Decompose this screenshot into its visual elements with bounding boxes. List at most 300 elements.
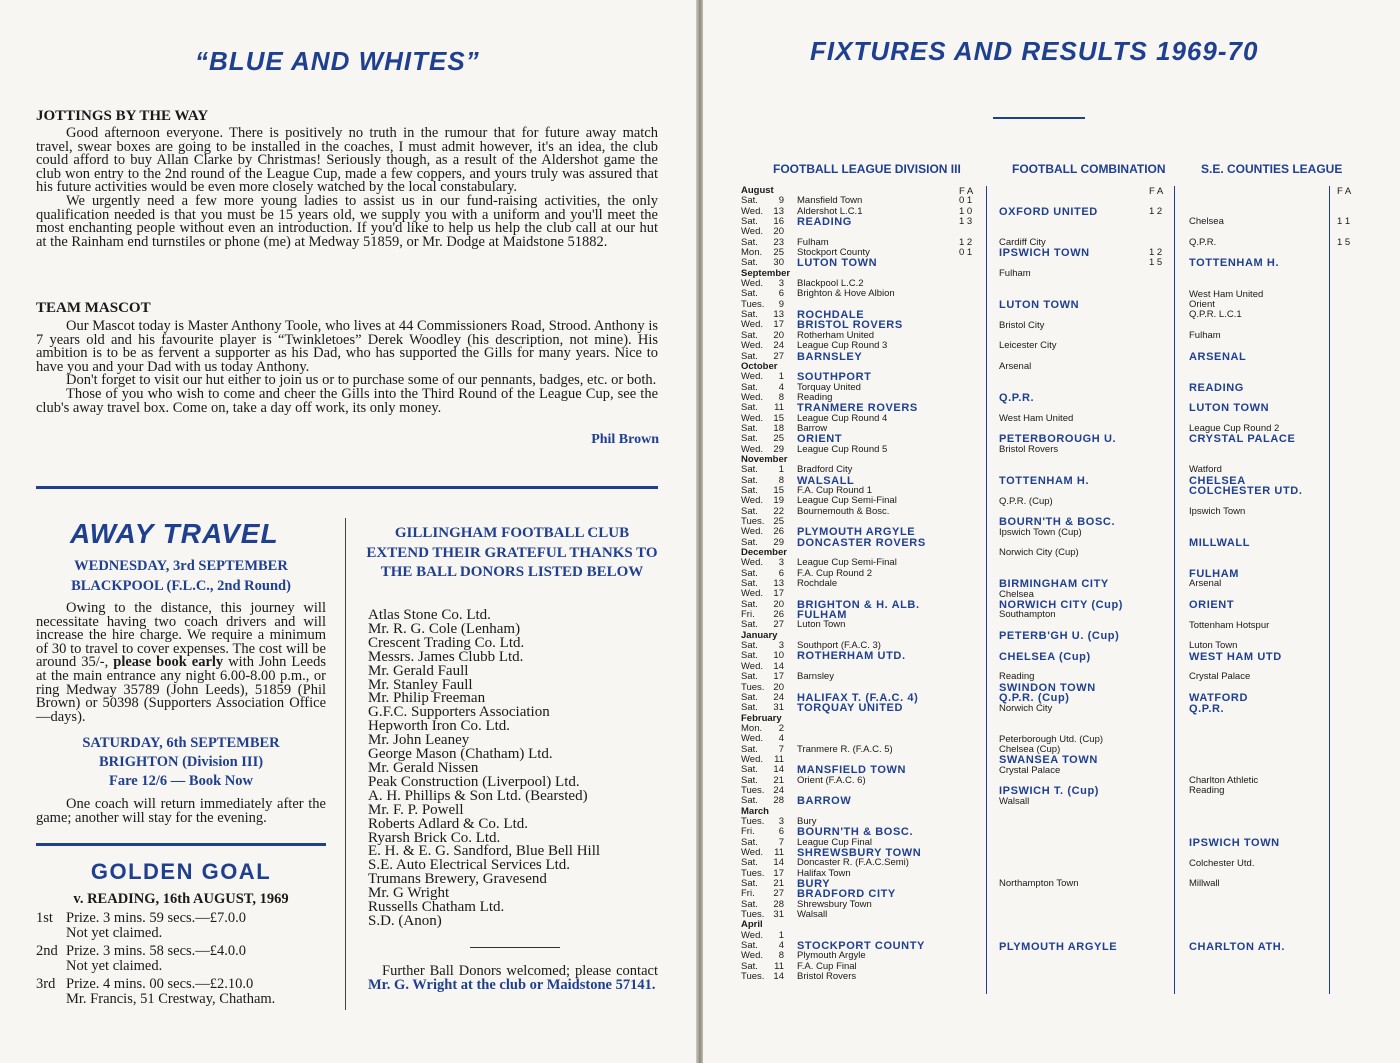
month-heading: November — [741, 453, 788, 465]
donor-item: Peak Construction (Liverpool) Ltd. — [368, 773, 580, 790]
fixture-day: Tues. — [741, 815, 765, 827]
fixture-day: Sat. — [741, 836, 758, 848]
away-opponent: F.A. Cup Round 1 — [797, 484, 872, 496]
home-opponent: PETERB'GH U. (Cup) — [999, 630, 1120, 643]
home-opponent: HALIFAX T. (F.A.C. 4) — [797, 691, 919, 704]
away-opponent: Reading — [797, 391, 833, 403]
away-opponent: Q.P.R. — [1189, 236, 1217, 248]
home-opponent: TRANMERE ROVERS — [797, 402, 918, 415]
fixture-date: 9 — [778, 195, 784, 207]
donors-list — [368, 609, 668, 929]
fixture-day: Sat. — [741, 940, 758, 952]
fixture-day: Sat. — [741, 505, 758, 517]
fixture-day: Wed. — [741, 950, 764, 962]
fixture-date: 10 — [773, 650, 784, 662]
home-opponent: SWINDON TOWN — [999, 681, 1096, 694]
fixture-date: 14 — [773, 764, 784, 776]
home-opponent: PLYMOUTH ARGYLE — [797, 526, 916, 539]
fixture-day: Wed. — [741, 205, 764, 217]
away-match-1: BLACKPOOL (F.L.C., 2nd Round) — [71, 578, 291, 594]
away-opponent: Mansfield Town — [797, 195, 863, 207]
fixture-date: 25 — [773, 247, 784, 259]
fixture-day: Sat. — [741, 650, 758, 662]
fixture-day: Tues. — [741, 867, 765, 879]
home-opponent: ORIENT — [797, 433, 843, 446]
score: 1 2 — [1149, 247, 1163, 259]
month-heading: December — [741, 547, 787, 559]
fixture-day: Wed. — [741, 340, 764, 352]
away-opponent: Barrow — [797, 422, 828, 434]
away-opponent: Orient — [1189, 298, 1215, 310]
fixture-day: Sat. — [741, 464, 758, 476]
donor-item: Mr. G Wright — [368, 885, 450, 902]
away-opponent: Bradford City — [797, 464, 853, 476]
month-heading: October — [741, 360, 778, 372]
fixture-row — [741, 703, 981, 713]
away-opponent: Fulham — [999, 267, 1031, 279]
golden-goal-title: GOLDEN GOAL — [90, 859, 272, 884]
fixture-day: Wed. — [741, 847, 764, 858]
away-opponent: Norwich City — [999, 702, 1053, 714]
fixture-day: Wed. — [741, 226, 764, 238]
score: 1 5 — [1149, 257, 1163, 269]
donors-heading: GILLINGHAM FOOTBALL CLUB EXTEND THEIR GRATEFUL THANKS TO THE BALL DONORS LISTED BELOW — [366, 525, 658, 580]
score: 1 0 — [959, 205, 973, 217]
away-opponent: Q.P.R. (Cup) — [999, 495, 1053, 507]
home-opponent: CRYSTAL PALACE — [1189, 433, 1296, 446]
fixture-day: Tues. — [741, 516, 765, 527]
away-fare: Fare 12/6 — Book Now — [109, 773, 253, 789]
fixture-day: Sat. — [741, 474, 758, 486]
fixture-date: 7 — [778, 743, 784, 755]
fixture-date: 17 — [773, 867, 784, 879]
fixture-row — [741, 734, 981, 744]
home-opponent: FULHAM — [1189, 567, 1240, 580]
fixture-date: 28 — [773, 898, 784, 910]
donor-item: Mr. Gerald Nissen — [368, 759, 479, 776]
fixture-date: 26 — [773, 609, 784, 621]
fixture-day: Sat. — [741, 702, 758, 714]
home-opponent: WALSALL — [797, 474, 855, 487]
away-date-2: SATURDAY, 6th SEPTEMBER — [82, 735, 280, 751]
fixture-row — [741, 724, 981, 734]
donor-item: Mr. Philip Freeman — [368, 690, 486, 707]
home-opponent: BURY — [797, 878, 831, 891]
away-opponent: West Ham United — [999, 412, 1074, 424]
fixture-day: Tues. — [741, 909, 765, 921]
away-opponent: Doncaster R. (F.A.C.Semi) — [797, 857, 909, 869]
away-opponent: Rochdale — [797, 578, 838, 590]
fixture-day: Sat. — [741, 640, 758, 652]
fixture-date: 11 — [774, 847, 784, 858]
away-opponent: Walsall — [999, 795, 1030, 807]
fixture-date: 3 — [778, 640, 784, 652]
fixture-date: 6 — [778, 288, 784, 300]
away-opponent: Luton Town — [797, 619, 846, 631]
fixture-day: Wed. — [741, 929, 764, 941]
away-body-a: Owing to the distance, this journey will necessitate having two coach drivers and will increase the hire charge. We require a minimum of 30 to travel to cover expenses. The cost will be around 35/-, — [36, 600, 326, 671]
away-opponent: Rotherham United — [797, 329, 875, 341]
prize-entry — [36, 944, 326, 973]
home-opponent: CHARLTON ATH. — [1189, 940, 1285, 953]
away-opponent: Charlton Athletic — [1189, 774, 1259, 786]
divider — [36, 486, 658, 489]
donor-item: Ryarsh Brick Co. Ltd. — [368, 829, 501, 846]
fixture-date: 17 — [773, 319, 784, 331]
fixture-day: Fri. — [741, 888, 755, 900]
fixture-date: 1 — [778, 464, 784, 476]
fixture-day: Sat. — [741, 309, 758, 321]
prize-entry — [36, 911, 326, 940]
away-opponent: F.A. Cup Final — [797, 960, 857, 972]
fixture-day: Mon. — [741, 247, 763, 259]
home-opponent: DONCASTER ROVERS — [797, 536, 926, 549]
away-opponent: Blackpool L.C.2 — [797, 278, 864, 290]
fixture-day: Sat. — [741, 350, 758, 362]
prize-text: Prize. 4 mins. 00 secs.—£2.10.0 — [66, 976, 254, 992]
fixture-date: 25 — [773, 516, 784, 527]
fixture-date: 24 — [773, 784, 784, 796]
fixture-date: 28 — [773, 795, 784, 807]
away-opponent: F.A. Cup Round 2 — [797, 567, 872, 579]
league-fixtures — [741, 186, 981, 982]
fixture-day: Sat. — [741, 598, 758, 610]
away-travel-title: AWAY TRAVEL — [70, 518, 279, 549]
fixture-day: Wed. — [741, 557, 764, 569]
away-opponent: Bury — [797, 815, 817, 827]
home-opponent: Q.P.R. (Cup) — [999, 692, 1070, 705]
away-opponent: Norwich City (Cup) — [999, 547, 1079, 559]
fa-label: F A — [1149, 186, 1164, 197]
score: 0 1 — [959, 247, 973, 259]
home-opponent: READING — [797, 216, 852, 229]
donor-item: Mr. R. G. Cole (Lenham) — [368, 620, 521, 637]
fixture-row — [741, 372, 981, 382]
score: 1 5 — [1337, 236, 1351, 248]
month-heading: March — [741, 805, 769, 817]
home-opponent: BOURN'TH & BOSC. — [999, 516, 1116, 529]
fixture-day: Wed. — [741, 526, 764, 538]
fixture-row — [741, 341, 981, 351]
fixture-date: 20 — [773, 598, 784, 610]
home-opponent: SOUTHPORT — [797, 371, 872, 384]
away-opponent: Aldershot L.C.1 — [797, 205, 863, 217]
fixture-row — [741, 383, 981, 393]
away-opponent: Arsenal — [1189, 578, 1222, 590]
home-opponent: TORQUAY UNITED — [797, 702, 903, 715]
fixture-date: 27 — [773, 619, 784, 631]
prize-label: 3rd — [36, 976, 56, 992]
column-divider — [345, 518, 346, 1010]
donor-item: Mr. John Leaney — [368, 732, 470, 749]
fixture-day: Sat. — [741, 433, 758, 445]
fixture-row — [741, 910, 981, 920]
away-opponent: Colchester Utd. — [1189, 857, 1255, 869]
fixture-day: Sat. — [741, 216, 758, 228]
fixture-date: 20 — [773, 226, 784, 238]
away-body — [36, 602, 326, 724]
away-opponent: Fulham — [1189, 329, 1221, 341]
away-opponent: Chelsea — [999, 588, 1034, 600]
fixture-date: 2 — [778, 722, 784, 734]
fixture-day: Sat. — [741, 764, 758, 776]
fixture-date: 1 — [778, 929, 784, 941]
fixture-date: 3 — [778, 557, 784, 569]
away-opponent: League Cup Semi-Final — [797, 557, 897, 569]
fixture-date: 20 — [773, 329, 784, 341]
fixture-date: 4 — [778, 733, 784, 745]
jottings-paragraph: Good afternoon everyone. There is positively no truth in the rumour that for future away match travel, swear boxes are going to be installed in the coaches, I must admit however, it's an idea, the club could afford to buy Allan Clarke by Christmas! Seriously though, as a result of the Aldershot game the club won entry to the 2nd round of the League Cup, made a few coppers, and yours truly was assured that his future activities would be even more closely watched by the local constabulary. — [36, 125, 658, 196]
home-opponent: BARROW — [797, 795, 852, 808]
fixture-day: Wed. — [741, 443, 764, 455]
donor-item: E. H. & E. G. Sandford, Blue Bell Hill — [368, 843, 601, 860]
home-opponent: IPSWICH TOWN — [999, 247, 1090, 260]
fixture-date: 15 — [773, 412, 784, 424]
fixture-date: 17 — [773, 671, 784, 683]
fixture-date: 9 — [778, 298, 784, 310]
home-opponent: MANSFIELD TOWN — [797, 764, 907, 777]
fixture-day: Wed. — [741, 391, 764, 403]
prize-label: 1st — [36, 910, 53, 926]
home-opponent: WATFORD — [1189, 692, 1248, 705]
fixture-day: Wed. — [741, 733, 764, 745]
counties-column-heading: S.E. COUNTIES LEAGUE — [1201, 162, 1343, 176]
fixture-date: 13 — [773, 578, 784, 590]
month-heading: August — [741, 185, 774, 196]
donor-item: S.D. (Anon) — [368, 912, 442, 929]
fixture-day: Wed. — [741, 278, 764, 290]
fixture-date: 20 — [773, 681, 784, 693]
page-title: “BLUE AND WHITES” — [195, 46, 480, 76]
away-opponent: Northampton Town — [999, 878, 1079, 890]
home-opponent: PLYMOUTH ARGYLE — [999, 940, 1118, 953]
fixture-row — [741, 972, 981, 982]
fixture-day: Tues. — [741, 784, 765, 796]
away-opponent: Southport (F.A.C. 3) — [797, 640, 881, 652]
fixture-date: 14 — [773, 857, 784, 869]
prize-status: Mr. Francis, 51 Crestway, Chatham. — [66, 990, 276, 1007]
column-divider — [986, 186, 987, 994]
column-divider — [1174, 186, 1175, 994]
mascot-paragraph: Don't forget to visit our hut either to join us or to purchase some of our pennants, badges, etc. or both. — [66, 372, 657, 389]
home-opponent: BRADFORD CITY — [797, 888, 896, 901]
away-note — [36, 798, 326, 825]
home-opponent: ARSENAL — [1189, 350, 1247, 363]
donor-item: Russells Chatham Ltd. — [368, 899, 505, 916]
fixture-date: 11 — [774, 753, 784, 765]
donors-footer — [368, 965, 658, 992]
away-opponent: League Cup Round 4 — [797, 412, 888, 424]
fixture-date: 14 — [773, 660, 784, 672]
fa-label: F A — [1337, 186, 1352, 197]
fixture-row — [741, 403, 981, 413]
month-heading: January — [741, 629, 778, 641]
fixture-day: Sat. — [741, 402, 758, 414]
fixture-date: 26 — [773, 526, 784, 538]
donor-item: Atlas Stone Co. Ltd. — [368, 607, 491, 623]
away-opponent: Reading — [999, 671, 1035, 683]
fixture-day: Wed. — [741, 660, 764, 672]
donor-item: G.F.C. Supporters Association — [368, 704, 550, 721]
month-heading: April — [741, 919, 763, 931]
fixture-date: 8 — [778, 474, 784, 486]
score: 1 2 — [1149, 205, 1163, 217]
donors-footer-a: Further Ball Donors welcomed; please contact — [382, 963, 658, 979]
home-opponent: LUTON TOWN — [1189, 402, 1270, 415]
fixture-day: Sat. — [741, 195, 758, 207]
away-opponent: Ipswich Town (Cup) — [999, 526, 1082, 538]
fixture-day: Sat. — [741, 236, 758, 248]
away-opponent: West Ham United — [1189, 288, 1264, 300]
fixture-date: 29 — [773, 536, 784, 548]
away-opponent: Plymouth Argyle — [797, 950, 866, 962]
away-opponent: Q.P.R. L.C.1 — [1189, 309, 1242, 321]
fixture-day: Sat. — [741, 578, 758, 590]
fixture-date: 14 — [773, 971, 784, 983]
away-note-text: One coach will return immediately after the game; another will stay for the evening. — [36, 796, 326, 826]
away-opponent: League Cup Round 3 — [797, 340, 888, 352]
donor-item: A. H. Phillips & Son Ltd. (Bearsted) — [368, 787, 588, 804]
fixture-date: 15 — [773, 484, 784, 496]
away-opponent: Stockport County — [797, 247, 870, 259]
home-opponent: MILLWALL — [1189, 536, 1251, 549]
home-opponent: ORIENT — [1189, 599, 1235, 611]
fixture-day: Wed. — [741, 319, 764, 331]
mascot-text — [36, 320, 658, 415]
away-opponent: Watford — [1189, 464, 1222, 476]
fixture-day: Sat. — [741, 257, 758, 269]
fixture-date: 27 — [773, 350, 784, 362]
home-opponent: BRISTOL ROVERS — [797, 319, 903, 332]
home-opponent: NORWICH CITY (Cup) — [999, 599, 1124, 611]
away-opponent: Peterborough Utd. (Cup) — [999, 733, 1104, 745]
league-column-heading: FOOTBALL LEAGUE DIVISION III — [773, 162, 961, 176]
fixture-date: 4 — [778, 940, 784, 952]
fixture-day: Sat. — [741, 329, 758, 341]
fixture-day: Wed. — [741, 371, 764, 383]
fixture-day: Sat. — [741, 691, 758, 703]
fixture-day: Sat. — [741, 619, 758, 631]
fixture-day: Sat. — [741, 484, 758, 496]
away-opponent: Crystal Palace — [1189, 671, 1251, 683]
fixture-date: 13 — [773, 309, 784, 321]
mascot-paragraph: Our Mascot today is Master Anthony Toole, who lives at 44 Commissioners Road, Strood. Anthony is 7 years old and his favourite player is “Twinkletoes” Derek Woodley (his description, not mine). His ambition is to be as fervent a supporter as his Dad, who has supported the Gills for many years. Nice to have you and your Dad with us today Anthony. — [36, 318, 658, 375]
combination-column-heading: FOOTBALL COMBINATION — [1012, 162, 1166, 176]
fixtures-title: FIXTURES AND RESULTS 1969-70 — [810, 36, 1259, 66]
fixture-day: Sat. — [741, 857, 758, 869]
donor-item: Trumans Brewery, Gravesend — [368, 871, 547, 888]
prize-status: Not yet claimed. — [66, 957, 163, 974]
fixture-date: 30 — [773, 257, 784, 269]
fixture-day: Wed. — [741, 753, 764, 765]
home-opponent: TOTTENHAM H. — [999, 474, 1090, 487]
away-opponent: League Cup Round 5 — [797, 443, 888, 455]
fixture-day: Sat. — [741, 381, 758, 393]
fixture-date: 3 — [778, 815, 784, 827]
donor-item: George Mason (Chatham) Ltd. — [368, 746, 553, 763]
fixture-row — [741, 672, 981, 682]
fixture-day: Sat. — [741, 960, 758, 972]
fixture-row — [741, 620, 981, 630]
fixture-date: 8 — [778, 391, 784, 403]
donor-item: Hepworth Iron Co. Ltd. — [368, 718, 511, 735]
mascot-paragraph: Those of you who wish to come and cheer the Gills into the Third Round of the League Cup, see the club's away travel box. Come on, take a day off work, its only money. — [36, 385, 658, 416]
home-opponent: IPSWICH TOWN — [1189, 837, 1280, 850]
away-opponent: Millwall — [1189, 878, 1220, 890]
month-heading: September — [741, 267, 791, 279]
fixture-date: 21 — [773, 878, 784, 890]
fixture-row — [741, 352, 981, 362]
prize-label: 2nd — [36, 943, 58, 959]
fixture-date: 4 — [778, 381, 784, 393]
score: 1 3 — [959, 216, 973, 228]
fixture-row — [741, 289, 981, 299]
home-opponent: ROTHERHAM UTD. — [797, 650, 906, 663]
fixture-day: Sat. — [741, 743, 758, 755]
away-opponent: League Cup Round 2 — [1189, 423, 1280, 435]
fixture-row — [741, 796, 981, 806]
fixture-day: Tues. — [741, 971, 765, 983]
score: 0 1 — [959, 195, 973, 207]
prize-text: Prize. 3 mins. 58 secs.—£4.0.0 — [66, 943, 247, 959]
fixture-date: 25 — [773, 433, 784, 445]
signature: Phil Brown — [591, 432, 659, 447]
home-opponent: FULHAM — [797, 609, 848, 622]
away-opponent: Fulham — [797, 236, 829, 248]
fixture-day: Sat. — [741, 536, 758, 548]
home-opponent: CHELSEA (Cup) — [999, 650, 1091, 663]
away-opponent: Orient (F.A.C. 6) — [797, 774, 866, 786]
home-opponent: PETERBOROUGH U. — [999, 433, 1117, 446]
golden-goal-subtitle: v. READING, 16th AUGUST, 1969 — [73, 891, 289, 907]
away-opponent: League Cup Semi-Final — [797, 495, 897, 507]
prize-status: Not yet claimed. — [66, 924, 163, 941]
donors-footer-b: Mr. G. Wright at the club or Maidstone 57141. — [368, 976, 656, 993]
month-heading: February — [741, 712, 782, 724]
away-opponent: Tottenham Hotspur — [1189, 619, 1270, 631]
away-opponent: Walsall — [797, 909, 828, 921]
home-opponent: OXFORD UNITED — [999, 205, 1098, 218]
away-opponent: Shrewsbury Town — [797, 898, 872, 910]
score: 1 2 — [959, 236, 973, 248]
donor-item: Crescent Trading Co. Ltd. — [368, 634, 525, 651]
fixture-date: 29 — [773, 443, 784, 455]
away-opponent: Southampton — [999, 609, 1056, 621]
fixture-day: Sat. — [741, 422, 758, 434]
fixture-day: Wed. — [741, 588, 764, 600]
left-page — [0, 0, 697, 1063]
mascot-heading: TEAM MASCOT — [36, 300, 151, 316]
fixture-date: 11 — [774, 960, 784, 972]
fixture-day: Mon. — [741, 722, 763, 734]
donor-item: S.E. Auto Electrical Services Ltd. — [368, 857, 571, 874]
away-opponent: Leicester City — [999, 340, 1057, 352]
away-opponent: Bristol Rovers — [999, 443, 1059, 455]
divider — [36, 843, 326, 846]
donor-item: Mr. Gerald Faull — [368, 662, 469, 679]
fixture-date: 21 — [773, 774, 784, 786]
fixture-day: Sat. — [741, 774, 758, 786]
home-opponent: Q.P.R. — [1189, 702, 1225, 715]
away-opponent: League Cup Final — [797, 836, 872, 848]
fixture-date: 11 — [774, 402, 784, 414]
fixture-date: 24 — [773, 340, 784, 352]
home-opponent: ROCHDALE — [797, 309, 865, 322]
away-opponent: Bristol City — [999, 319, 1045, 331]
home-opponent: BOURN'TH & BOSC. — [797, 826, 914, 839]
fixture-date: 1 — [778, 371, 784, 383]
fixture-day: Tues. — [741, 681, 765, 693]
